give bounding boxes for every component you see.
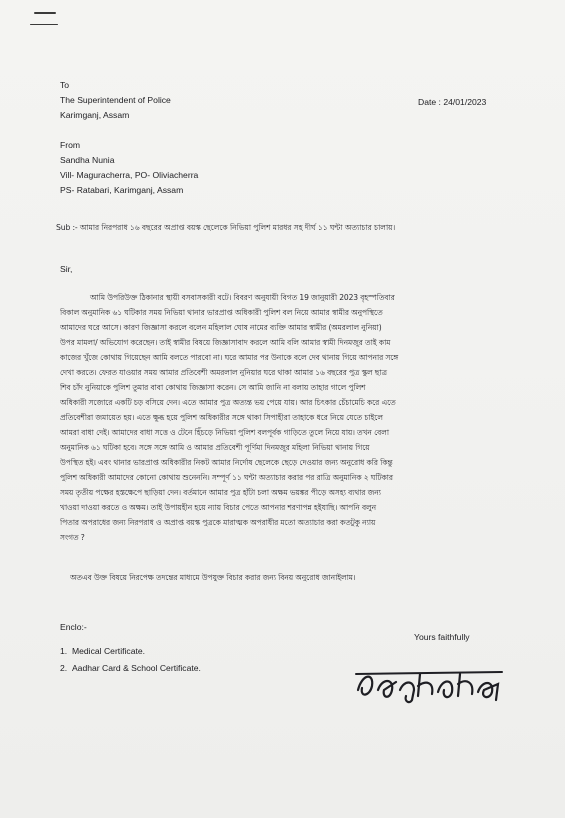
yours-faithfully: Yours faithfully — [414, 632, 470, 642]
body-line: সংগত ? — [60, 533, 85, 542]
from-label: From — [60, 140, 81, 150]
body-line: কাজের খুঁজে কোথায় গিয়েছেন আমি বলতে পারবো না। ঘরে আমার পর উনাকে বলে দেব থানায় গিয়ে আপনার সঙ্গে — [60, 353, 399, 362]
body-line: প্রতিবেশীরা জমায়েত হয়। এতে ক্ষুব্ধ হয়ে পুলিশ অধিকারীর সঙ্গে থাকা সিপাহীরা তাহাকে ধরে নিয়ে যেতে চাইলে — [60, 413, 383, 422]
body-line: শিব চাঁদ নুনিয়াকে পুলিশ তুমার বাবা কোথায় জিজ্ঞাসা করেন। সে আমি জানি না বলায় তাহার গালে পুলিশ — [60, 383, 366, 392]
body-line: অনুমানিক ৬১ ঘটিকা হবে। সঙ্গে সঙ্গে আমি ও আমার প্রতিবেশী পূর্ণিমা দিনমজুর মহিলা নিভিয়া থানায় গিয়ে — [60, 443, 370, 452]
handwritten-signature — [352, 660, 512, 708]
recipient-place: Karimganj, Assam — [60, 110, 130, 120]
sender-name: Sandha Nunia — [60, 155, 115, 165]
signature-image — [352, 660, 512, 708]
body-line: খাওয়া দাওয়া করতে ও অক্ষম। তাই উপায়হীন হয়ে ন্যায় বিচার পেতে আপনার শরণাপন্ন হইযাছি। আপনি বলুন — [60, 503, 376, 512]
body-line: দেখা করতে। ফেরত যাওয়ার সময় আমার প্রতিবেশী অমরলাল নুনিয়ার ঘরে থাকা আমার ১৬ বছরের পুত্র স্কুল ছাত্র — [60, 368, 387, 377]
enclosure-number: 1. — [60, 646, 72, 656]
enclosure-item — [60, 663, 201, 674]
body-line: পিতার অপরাধের জন্য নিরপরাধ ও অপ্রাপ্ত বয়স্ক পুত্রকে মারাত্মক অপরাধীর মতো অত্যাচার করা কতটুকু ন্যায় — [60, 518, 376, 527]
subject-line: Sub :- আমার নিরপরাধ ১৬ বছরের অপ্রাপ্ত বয়স্ক ছেলেকে নিভিয়া পুলিশ মারধর সহ দীর্ঘ ১১ ঘন্টা অত্যাচার চালায়। — [56, 223, 396, 232]
sender-address-line-1: Vill- Maguracherra, PO- Oliviacherra — [60, 170, 199, 180]
body-line: সময় তৃতীয় পক্ষের হস্তক্ষেপে ছাড়িয়া দেন। বর্তমানে আমার পুত্র হাঁটা চলা অক্ষম ভয়ঙ্কর পীড়ে অসহ্য ব্যথার জন্য — [60, 488, 381, 497]
recipient-title: The Superintendent of Police — [60, 95, 171, 105]
body-line: আমি উপরিউক্ত ঠিকানার স্থায়ী বসবাসকারী বটে। বিবরণ অনুযায়ী বিগত 19 জানুয়ারী 2023 বৃহস্পতিবার — [90, 293, 395, 302]
to-label: To — [60, 80, 70, 90]
enclosure-item — [60, 646, 145, 657]
corner-mark — [34, 12, 56, 14]
body-line: উপর মামলা/ অভিযোগ করেছেন। তাই স্বামীর বিষয়ে জিজ্ঞাসাবাদ করলে আমি বলি আমার স্বামী দিনমজুর তাই কাম — [60, 338, 391, 347]
body-line: পুলিশ অধিকারী আমাদের কোনো কোথায় শুনেননি। সম্পূর্ণ ১১ ঘন্টা অত্যাচার করার পর রাত্রি অনুমানিক ২ ঘটিকার — [60, 473, 393, 482]
body-line: আমাদের ঘরে আসে। কারণ জিজ্ঞাসা করলে বলেন মহিলাল ঘোষ নামের ব্যক্তি আমার স্বামীর (অমরলাল নুনিয়া) — [60, 323, 382, 332]
enclosure-text: Medical Certificate. — [71, 646, 146, 656]
body-line: আমরা বাধা দেই। আমাদের বাধা সত্তে ও টেনে হিঁচড়ে নিভিয়া পুলিশ বলপূর্বক গাড়িতে তুলে নিয়ে যায়। তখন বেলা — [60, 428, 389, 437]
closing-request: অতএব উক্ত বিষয়ে নিরপেক্ষ তদন্তের মাধ্যমে উপযুক্ত বিচার করার জন্য বিনয় অনুরোধ জানাইলাম। — [70, 573, 356, 582]
enclosures-label: Enclo:- — [60, 622, 87, 632]
sender-address-line-2: PS- Ratabari, Karimganj, Assam — [60, 185, 184, 195]
body-line: বিকাল অনুমানিক ৬১ ঘটিকার সময় নিভিয়া থানার ভারপ্রাপ্ত অধিকারী পুলিশ বল নিয়ে আমার স্বামীর অনুপস্থিতে — [60, 308, 383, 317]
letter-date: Date : 24/01/2023 — [418, 97, 487, 107]
body-line: অধিকারী সজোরে একটি চড় বসিয়ে দেন। এতে আমার পুত্র অত্যন্ত ভয় পেয়ে যায়। আর চিৎকার চেঁচামেচি করে এতে — [60, 398, 396, 407]
body-line: উপস্থিত হই। এবং থানার ভারপ্রাপ্ত অধিকারীর নিকট আমার নির্দোষ ছেলেকে ছেড়ে দেওয়ার জন্য অনুরোধ করি কিন্তু — [60, 458, 393, 467]
enclosure-text: Aadhar Card & School Certificate. — [71, 663, 201, 673]
corner-mark — [30, 24, 58, 25]
enclosure-number: 2. — [60, 663, 72, 673]
letter-body — [60, 290, 510, 545]
salutation: Sir, — [60, 264, 73, 274]
